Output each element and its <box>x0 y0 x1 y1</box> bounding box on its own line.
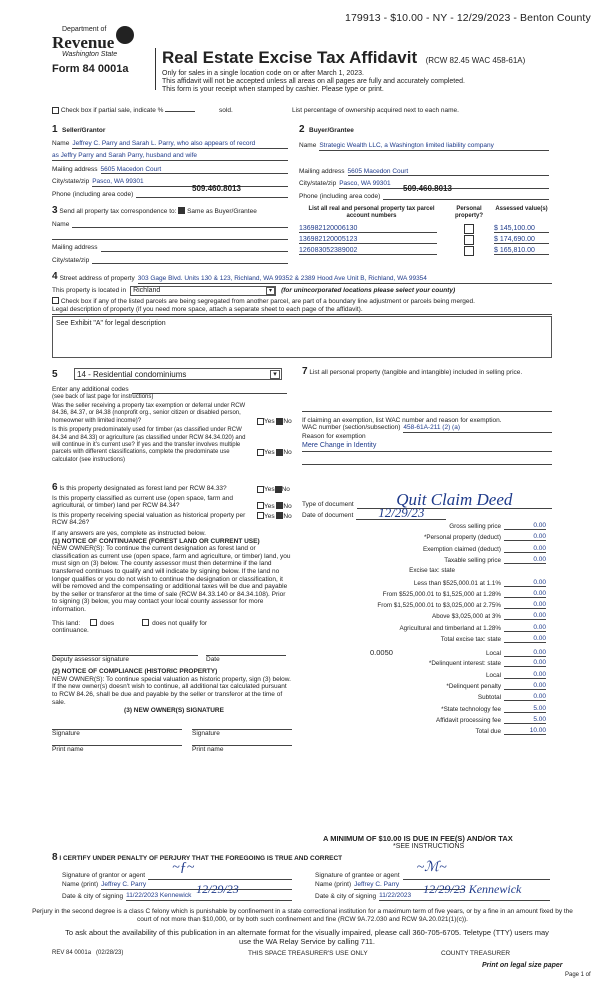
tax-row-label: From $525,000.01 to $1,525,000 at 1.28% <box>382 590 501 598</box>
logo-mark-icon <box>116 26 134 44</box>
signature-scribble-icon: ~ƒ~ <box>172 860 195 875</box>
not-qualify-checkbox[interactable] <box>142 619 149 626</box>
forest-no-label: No <box>281 486 290 494</box>
not-qualify-label: does not qualify for <box>152 619 208 627</box>
additional-codes-label: Enter any additional codes <box>52 386 129 393</box>
tax-row <box>300 579 546 587</box>
buyer-section <box>299 119 549 200</box>
page-number: Page 1 of <box>565 972 591 978</box>
current-use-question: Is this property classified as current use (open space, farm and agricultural, or timber) land per RCW 84.34? <box>52 494 234 510</box>
tax-row <box>300 624 546 632</box>
recording-stamp: 179913 - $10.00 - NY - 12/29/2023 - Benton County <box>345 12 591 24</box>
tax-row <box>300 545 546 553</box>
tax-row <box>300 590 546 598</box>
exemption-reason[interactable]: Mere Change in Identity <box>302 442 552 452</box>
q2-yes-checkbox[interactable] <box>257 449 264 456</box>
sec4-number: 4 <box>52 271 58 282</box>
intro-line-3: This form is your receipt when stamped by cashier. Please type or print. <box>162 86 384 93</box>
tax-row <box>300 659 546 667</box>
sec3-city-label: City/state/zip <box>52 256 90 264</box>
exemption-question-text: Was the seller receiving a property tax exemption or deferral under RCW 84.36, 84.37, or 84.38 (nonprofit org., senior citizen or disabled person, homeowner with limited income)? <box>52 403 246 424</box>
tax-row <box>300 705 546 713</box>
doc-type-label: Type of document <box>302 501 354 509</box>
personal-property-section <box>302 368 552 465</box>
q2-no-checkbox[interactable] <box>276 449 283 456</box>
historic-no-label: No <box>283 513 292 520</box>
local-rate[interactable]: 0.0050 <box>370 648 393 657</box>
doc-date-row <box>302 507 552 520</box>
partial-sale-row <box>52 107 233 115</box>
chevron-down-icon: ▾ <box>270 370 280 379</box>
treasurer-use-only: THIS SPACE TREASURER'S USE ONLY <box>248 950 368 957</box>
seller-mail[interactable]: 5605 Macedon Court <box>101 166 288 175</box>
parcel-table <box>299 206 549 256</box>
grantor-signature[interactable] <box>148 860 292 880</box>
tax-row <box>300 533 546 541</box>
tax-row-label: Affidavit processing fee <box>436 716 501 724</box>
answers-note: If any answers are yes, complete as instructed below. <box>52 529 206 537</box>
current-use-yes-label: Yes <box>264 502 275 510</box>
form-number: Form 84 0001a <box>52 63 129 75</box>
assessed-value[interactable]: $ 145,100.00 <box>494 225 549 233</box>
does-label: does <box>100 619 115 627</box>
tax-row <box>300 567 500 574</box>
deputy-signature-label: Deputy assessor signature <box>52 655 129 663</box>
tax-row-value[interactable]: 0.00 <box>504 659 546 667</box>
current-use-no-checkbox[interactable] <box>276 502 283 509</box>
certify-heading: I CERTIFY UNDER PENALTY OF PERJURY THAT THE FOREGOING IS TRUE AND CORRECT <box>59 855 343 862</box>
tax-row-label: Above $3,025,000 at 3% <box>432 613 501 621</box>
county-treasurer: COUNTY TREASURER <box>441 950 511 957</box>
tax-row-value[interactable]: 0.00 <box>504 649 546 657</box>
tax-row-label: *Delinquent penalty <box>446 682 501 690</box>
unincorporated-note: (for unincorporated locations please select your county) <box>281 286 456 294</box>
legal-description-label: Legal description of property (if you need more space, attach a separate sheet to each page of the affidavit). <box>52 306 552 315</box>
tax-row-label: *Personal property (deduct) <box>423 534 501 542</box>
certification-section <box>52 854 552 863</box>
signature-label-1: Signature <box>52 729 80 737</box>
q1-yes-label: Yes <box>264 418 275 426</box>
segregated-checkbox[interactable] <box>52 297 59 304</box>
sec6-number: 6 <box>52 482 58 493</box>
personal-property-checkbox[interactable] <box>464 235 474 245</box>
buyer-name-label: Name <box>299 142 317 149</box>
grantee-signature-row <box>315 860 550 880</box>
forest-land-section <box>52 484 296 754</box>
title-text: Real Estate Excise Tax Affidavit <box>162 48 418 67</box>
land-use-section <box>52 368 292 464</box>
assessed-value[interactable]: $ 165,810.00 <box>494 247 549 255</box>
tax-row <box>300 693 546 701</box>
partial-sale-checkbox[interactable] <box>52 107 59 114</box>
grantee-name[interactable]: Jeffrey C. Parry <box>354 881 465 890</box>
title-rcw: (RCW 82.45 WAC 458-61A) <box>425 56 526 65</box>
tax-row-value[interactable]: 0.00 <box>504 522 546 530</box>
tax-row-label: Subtotal <box>477 694 501 702</box>
wa-state: Washington State <box>62 51 118 58</box>
q1-no-checkbox[interactable] <box>276 418 283 425</box>
tax-row-value[interactable]: 0.00 <box>504 682 546 690</box>
forest-yes-label: Yes <box>264 486 275 494</box>
sec3-name-label: Name <box>52 220 70 228</box>
grantee-date-city[interactable]: 11/22/2023 <box>379 892 412 899</box>
tax-row <box>300 601 546 609</box>
partial-sale-label: Check box if partial sale, indicate % <box>60 107 164 115</box>
doc-date-value[interactable]: 12/29/23 <box>356 507 446 520</box>
sec7-number: 7 <box>302 366 308 377</box>
tax-row-value[interactable]: 0.00 <box>504 671 546 679</box>
grantee-date-label: Date & city of signing <box>315 893 377 900</box>
q2-no-label: No <box>283 449 292 457</box>
this-land-label: This land: <box>52 619 81 627</box>
current-use-yes-checkbox[interactable] <box>257 502 264 509</box>
sec5-number: 5 <box>52 368 58 380</box>
tax-row-label: Exemption claimed (deduct) <box>422 545 501 553</box>
intro-line-1: Only for sales in a single location code on or after March 1, 2023. <box>162 70 364 77</box>
segregated-label: Check box if any of the listed parcels are being segregated from another parcel, are part of a boundary line adjustment or parcels being merged. <box>60 297 475 305</box>
buyer-name[interactable]: Strategic Wealth LLC, a Washington limited liability company <box>319 142 549 151</box>
q2-yes-label: Yes <box>264 449 275 457</box>
parcel-number[interactable]: 126083052389002 <box>299 247 437 255</box>
q1-no-label: No <box>283 418 292 426</box>
buyer-mail[interactable]: 5605 Macedon Court <box>348 168 549 177</box>
continuance-text: NEW OWNER(S): To continue the current designation as forest land or classification as current use (open space, farm and agriculture, or timber) land, you must sign on (3) below. The county assessor must then determine if the land transferred continues to qualify and will indicate by signing below. If the land no longer qualifies or you do not wish to continue the designation or classification, it will be removed and the compensating or additional taxes will be due and payable by the seller or transferor at the time of sale (RCW 84.33.140 or 84.34.108). Prior to signing (3) below, you may contact your local county assessor for more information. <box>52 545 291 613</box>
seller-section <box>52 119 288 198</box>
tax-row-label: Total excise tax: state <box>440 636 501 643</box>
parcel-number[interactable]: 136982120006130 <box>299 225 437 233</box>
seller-phone-label: Phone (including area code) <box>52 190 134 198</box>
grantor-name-label: Name (print) <box>62 881 99 888</box>
grantor-name[interactable]: Jeffrey C. Parry <box>101 881 292 890</box>
accessibility-note <box>62 929 552 946</box>
tax-row-value[interactable]: 0.00 <box>504 693 546 701</box>
located-in-label: This property is located in <box>52 286 127 294</box>
tax-row-label: Total due <box>475 728 501 736</box>
grantor-signature-label: Signature of grantor or agent <box>62 872 146 880</box>
reason-label: Reason for exemption <box>302 432 366 440</box>
sec3-mail-label: Mailing address <box>52 244 98 252</box>
land-use-select[interactable] <box>74 368 282 380</box>
wac-label: WAC number (section/subsection) <box>302 424 401 432</box>
seller-mail-label: Mailing address <box>52 165 98 173</box>
assessed-header: Assessed value(s) <box>495 206 548 212</box>
grantor-name-row <box>62 881 292 890</box>
sec2-number: 2 <box>299 124 305 135</box>
tax-row <box>300 635 546 643</box>
wac-number[interactable]: 458-61A-211 (2) (a) <box>403 424 552 433</box>
sec1-number: 1 <box>52 124 58 135</box>
historic-yes-checkbox[interactable] <box>257 512 264 519</box>
legal-description-value: See Exhibit "A" for legal description <box>56 320 166 327</box>
tax-row <box>300 648 546 657</box>
grantee-signature[interactable] <box>403 860 550 880</box>
property-address[interactable]: 303 Gage Blvd. Units 130 & 123, Richland, WA 99352 & 2389 Hood Ave Unit B, Richland, WA 99354 <box>138 275 552 284</box>
intro-text <box>162 70 542 94</box>
grantor-signature-row <box>62 860 292 880</box>
tax-row-value[interactable]: 0.00 <box>504 556 546 564</box>
parcel-rows <box>299 224 549 256</box>
logo-divider <box>155 48 156 90</box>
same-as-buyer-label: Same as Buyer/Grantee <box>187 208 257 215</box>
location-select[interactable] <box>130 286 276 296</box>
seller-name-2[interactable]: as Jeffry Parry and Sarah Parry, husband and wife <box>52 152 288 161</box>
seller-phone[interactable]: 509.460.8013 <box>192 183 241 193</box>
chevron-down-icon: ▾ <box>266 287 275 295</box>
parcel-row <box>299 235 549 245</box>
historic-no-checkbox[interactable] <box>276 512 283 519</box>
forest-no-checkbox[interactable] <box>275 486 282 493</box>
tax-row-value[interactable]: 0.00 <box>504 579 546 587</box>
perjury-text: Perjury in the second degree is a class C felony which is punishable by confinement in a state correctional institution for a maximum term of five years, or by a fine in an amount fixed by the court of not more than $10,000, or by both such confinement and fine (RCW 9A.72.030 and RCW 9A.20.021(1)(c)). <box>32 908 573 923</box>
grantor-date-city[interactable]: 11/22/2023 Kennewick <box>126 892 192 899</box>
location-value: Richland <box>133 286 161 294</box>
parcel-header: List all real and personal property tax parcel account numbers <box>308 206 435 220</box>
tax-row <box>300 612 546 620</box>
signature-label-2: Signature <box>192 729 220 737</box>
assessed-value[interactable]: $ 174,690.00 <box>494 236 549 244</box>
tax-row <box>300 671 546 679</box>
tax-row-label: Excise tax: state <box>409 567 455 575</box>
historic-yes-label: Yes <box>264 513 275 520</box>
revenue-word: Revenue <box>52 33 115 52</box>
tax-row <box>300 716 546 724</box>
grantor-date-label: Date & city of signing <box>62 893 124 900</box>
does-checkbox[interactable] <box>90 619 97 626</box>
buyer-city[interactable]: Pasco, WA 99301 <box>339 180 549 189</box>
land-use-value: 14 - Residential condominiums <box>77 369 187 379</box>
tax-row <box>300 522 546 530</box>
exemption-question <box>52 403 292 426</box>
tax-row-label: Agricultural and timberland at 1.28% <box>399 624 501 632</box>
seller-heading: Seller/Grantor <box>62 127 106 134</box>
compliance-heading: (2) NOTICE OF COMPLIANCE (HISTORIC PROPERTY) <box>52 668 218 676</box>
tax-row-value[interactable]: 0.00 <box>504 635 546 643</box>
tax-row-label: *State technology fee <box>441 705 501 713</box>
q1-yes-checkbox[interactable] <box>257 418 264 425</box>
print-name-label-1: Print name <box>52 746 84 754</box>
tax-row-value[interactable]: 10.00 <box>504 727 546 735</box>
correspondence-section <box>52 207 288 264</box>
tax-row-value[interactable]: 0.00 <box>504 533 546 541</box>
legal-paper-note: Print on legal size paper <box>482 962 563 969</box>
intro-line-2: This affidavit will not be accepted unless all areas on all pages are fully and accurately completed. <box>162 78 465 85</box>
sec3-label: Send all property tax correspondence to: <box>59 208 177 215</box>
forest-yes-checkbox[interactable] <box>257 486 264 493</box>
tax-row-value[interactable]: 0.00 <box>504 612 546 620</box>
parcel-row <box>299 224 549 234</box>
tax-row-value[interactable]: 5.00 <box>504 705 546 713</box>
percentage-note: List percentage of ownership acquired next to each name. <box>292 107 459 114</box>
tax-row-label: Local <box>485 671 501 679</box>
tax-row-label: Taxable selling price <box>444 556 501 564</box>
forest-question: Is this property designated as forest land per RCW 84.33? <box>59 485 227 492</box>
personal-property-checkbox[interactable] <box>464 246 474 256</box>
timber-question-text: Is this property predominately used for timber (as classified under RCW 84.34 and 84.33) or agriculture (as classified under RCW 84.34.020) and will continue in it's current use? If yes and the transfer involves multiple parcels with different classifications, complete the predominate use calculator (see instructions) <box>52 427 246 463</box>
doc-date-label: Date of document <box>302 512 354 520</box>
sec7-label: List all personal property (tangible and intangible) included in selling price. <box>309 369 523 376</box>
buyer-phone-label: Phone (including area code) <box>299 192 381 200</box>
deputy-date-label: Date <box>206 655 220 663</box>
perjury-statement <box>30 908 575 923</box>
tax-row-value[interactable]: 0.00 <box>504 545 546 553</box>
sec8-number: 8 <box>52 852 58 863</box>
minimum-due-note: A MINIMUM OF $10.00 IS DUE IN FEE(S) AND/OR TAX <box>323 834 513 843</box>
seller-city[interactable]: Pasco, WA 99301 <box>92 178 288 187</box>
print-name-label-2: Print name <box>192 746 224 754</box>
form-title <box>162 48 525 68</box>
tax-row-value[interactable]: 0.00 <box>504 624 546 632</box>
continuance-heading: (1) NOTICE OF CONTINUANCE (FOREST LAND OR CURRENT USE) <box>52 537 260 545</box>
tax-row <box>300 682 546 690</box>
buyer-mail-label: Mailing address <box>299 167 345 175</box>
buyer-phone[interactable]: 509.460.8013 <box>403 184 452 194</box>
tax-row <box>300 727 546 735</box>
personal-property-header: Personal property? <box>454 206 483 220</box>
sec4-label: Street address of property <box>59 275 135 282</box>
dept-of: Department of <box>62 26 107 33</box>
sold-label: sold. <box>219 107 233 115</box>
compliance-text: NEW OWNER(S): To continue special valuation as historic property, sign (3) below. If the new owner(s) doesn't wish to continue, all additional tax calculated pursuant to RCW 84.26, shall be due and payable by the seller or transferor at the time of sale. <box>52 675 291 706</box>
tax-row-value[interactable]: 0.00 <box>504 590 546 598</box>
tax-row-label: *Delinquent interest: state <box>428 660 501 668</box>
tax-row-label: Gross selling price <box>449 523 501 530</box>
seller-city-label: City/state/zip <box>52 178 90 186</box>
timber-question <box>52 427 292 464</box>
sec3-number: 3 <box>52 205 58 216</box>
tax-row-label: Local <box>485 650 501 657</box>
property-address-section <box>52 273 552 358</box>
tax-row-value[interactable]: 0.00 <box>504 601 546 609</box>
signature-scribble-icon: ~ℳ~ <box>416 860 447 875</box>
parcel-row <box>299 246 549 256</box>
same-as-buyer-checkbox[interactable] <box>178 207 185 214</box>
grantee-signature-label: Signature of grantee or agent <box>315 872 400 880</box>
exemption-claim-label: If claiming an exemption, list WAC number and reason for exemption. <box>302 416 502 424</box>
seller-name-label: Name <box>52 140 70 147</box>
see-back-note: (see back of last page for instructions) <box>52 393 154 400</box>
parcel-number[interactable]: 136982120005123 <box>299 236 437 244</box>
current-use-no-label: No <box>283 502 292 510</box>
tax-row <box>300 556 546 564</box>
buyer-heading: Buyer/Grantee <box>309 127 354 134</box>
buyer-city-label: City/state/zip <box>299 180 337 188</box>
legal-description-box[interactable] <box>52 316 552 358</box>
accessibility-text: To ask about the availability of this publication in an alternate format for the visually impaired, please call 360-705-6705. Teletype (TTY) users may use the WA Relay Service by calling 711. <box>65 928 549 946</box>
tax-row-value[interactable]: 5.00 <box>504 716 546 724</box>
tax-row-label: From $1,525,000.01 to $3,025,000 at 2.75% <box>377 602 501 610</box>
seller-name-1[interactable]: Jeffrey C. Parry and Sarah L. Parry, who also appears of record <box>72 140 288 149</box>
grantee-hand-date: 12/29/23 Kennewick <box>423 882 522 896</box>
see-instructions-note: *SEE INSTRUCTIONS <box>393 843 465 850</box>
tax-row-label: Less than $525,000.01 at 1.1% <box>413 579 501 587</box>
dor-logo <box>50 26 150 86</box>
historic-question: Is this property receiving special valuation as historical property per RCW 84.26? <box>52 511 246 527</box>
new-owner-signature-heading: (3) NEW OWNER(S) SIGNATURE <box>124 707 224 715</box>
grantee-name-label: Name (print) <box>315 881 352 888</box>
form-revision: REV 84 0001a (02/28/23) <box>52 950 124 956</box>
continuance-label: continuance. <box>52 627 89 635</box>
grantor-hand-date: 12/29/23 <box>196 882 239 896</box>
personal-property-checkbox[interactable] <box>464 224 474 234</box>
doc-type-value[interactable]: Quit Claim Deed <box>357 492 552 509</box>
